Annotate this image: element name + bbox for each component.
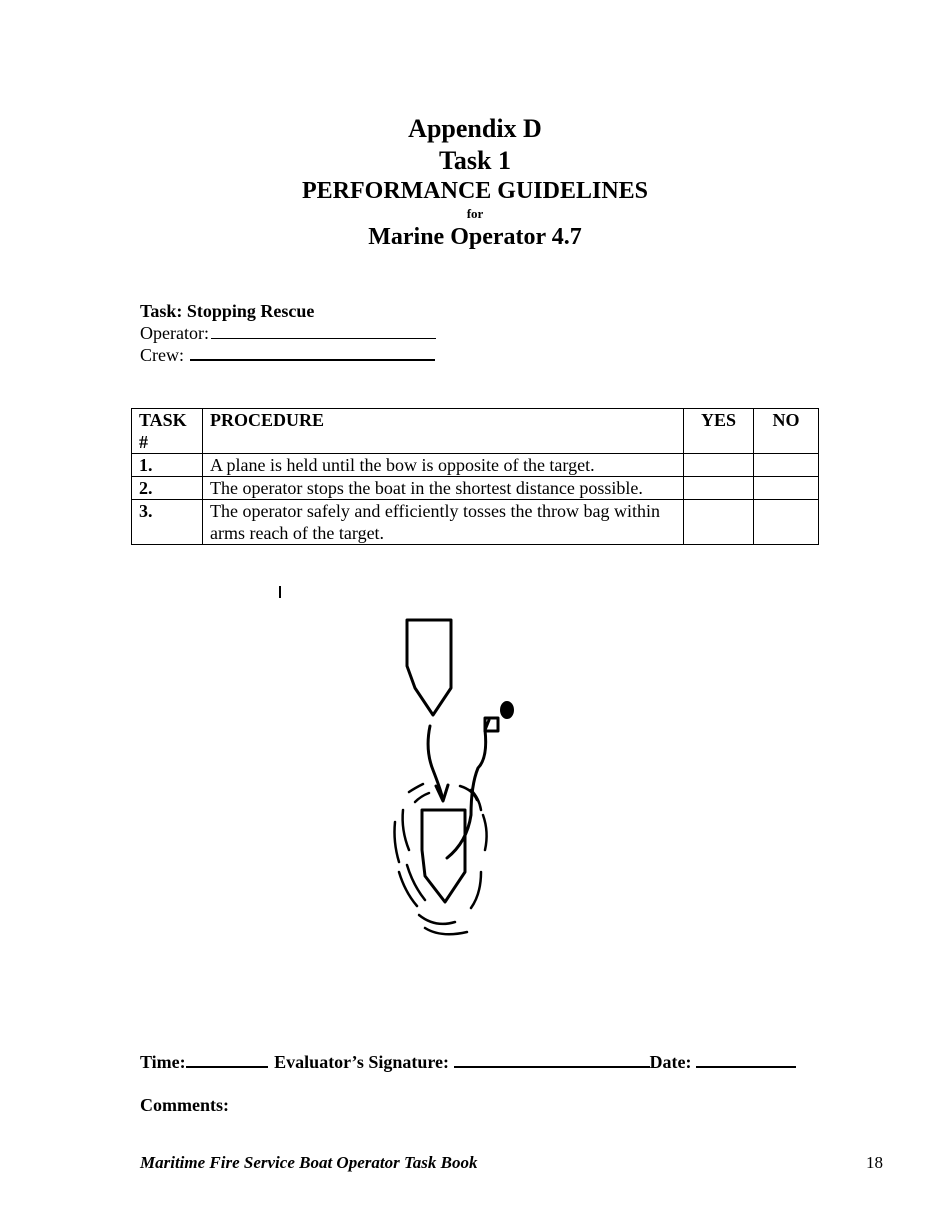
row-procedure: The operator stops the boat in the shortest distance possible. <box>202 477 683 500</box>
comments-label: Comments: <box>140 1095 229 1115</box>
operator-row <box>140 322 436 344</box>
yes-cell[interactable] <box>684 454 754 477</box>
table-header-row <box>132 409 819 454</box>
operator-field[interactable] <box>211 337 436 339</box>
yes-cell[interactable] <box>684 477 754 500</box>
header-task <box>132 409 203 454</box>
header-task-line1: TASK <box>139 410 187 430</box>
operator-heading: Marine Operator 4.7 <box>368 224 582 250</box>
date-label: Date: <box>649 1052 692 1072</box>
task-heading: Task 1 <box>438 146 512 175</box>
table-row <box>132 500 819 545</box>
task-name: Task: Stopping Rescue <box>140 301 315 321</box>
header-yes: YES <box>684 409 754 454</box>
date-field[interactable] <box>696 1064 796 1068</box>
yes-cell[interactable] <box>684 500 754 545</box>
boat-stopped-icon <box>422 810 465 902</box>
procedure-table <box>131 408 819 545</box>
crew-field[interactable] <box>190 358 435 361</box>
row-number: 3. <box>132 500 203 545</box>
time-label: Time: <box>140 1052 186 1072</box>
no-cell[interactable] <box>754 500 819 545</box>
row-procedure: The operator safely and efficiently tosses the throw bag within arms reach of the target. <box>202 500 683 545</box>
page-number: 18 <box>866 1153 883 1172</box>
time-field[interactable] <box>186 1064 268 1068</box>
operator-label: Operator: <box>140 323 209 343</box>
header-no: NO <box>754 409 819 454</box>
task-info <box>140 300 436 366</box>
row-number: 1. <box>132 454 203 477</box>
title-block <box>0 113 950 252</box>
header-procedure: PROCEDURE <box>202 409 683 454</box>
table-row <box>132 454 819 477</box>
signature-label: Evaluator’s Signature: <box>274 1052 450 1072</box>
row-number: 2. <box>132 477 203 500</box>
book-title: Maritime Fire Service Boat Operator Task Book <box>140 1153 478 1172</box>
table-row <box>132 477 819 500</box>
wake-lines-icon <box>395 784 487 934</box>
stray-mark <box>279 586 281 598</box>
appendix-heading: Appendix D <box>408 114 542 143</box>
for-text: for <box>466 206 484 221</box>
crew-row <box>140 344 436 366</box>
row-procedure: A plane is held until the bow is opposite of the target. <box>202 454 683 477</box>
target-person-icon <box>500 701 514 719</box>
stopping-rescue-diagram <box>385 610 525 945</box>
evaluation-line <box>140 1052 796 1073</box>
header-task-line2: # <box>139 432 148 452</box>
crew-label: Crew: <box>140 345 184 365</box>
guidelines-heading: PERFORMANCE GUIDELINES <box>301 178 649 204</box>
boat-approaching-icon <box>407 620 451 715</box>
no-cell[interactable] <box>754 454 819 477</box>
no-cell[interactable] <box>754 477 819 500</box>
signature-field[interactable] <box>454 1064 650 1068</box>
